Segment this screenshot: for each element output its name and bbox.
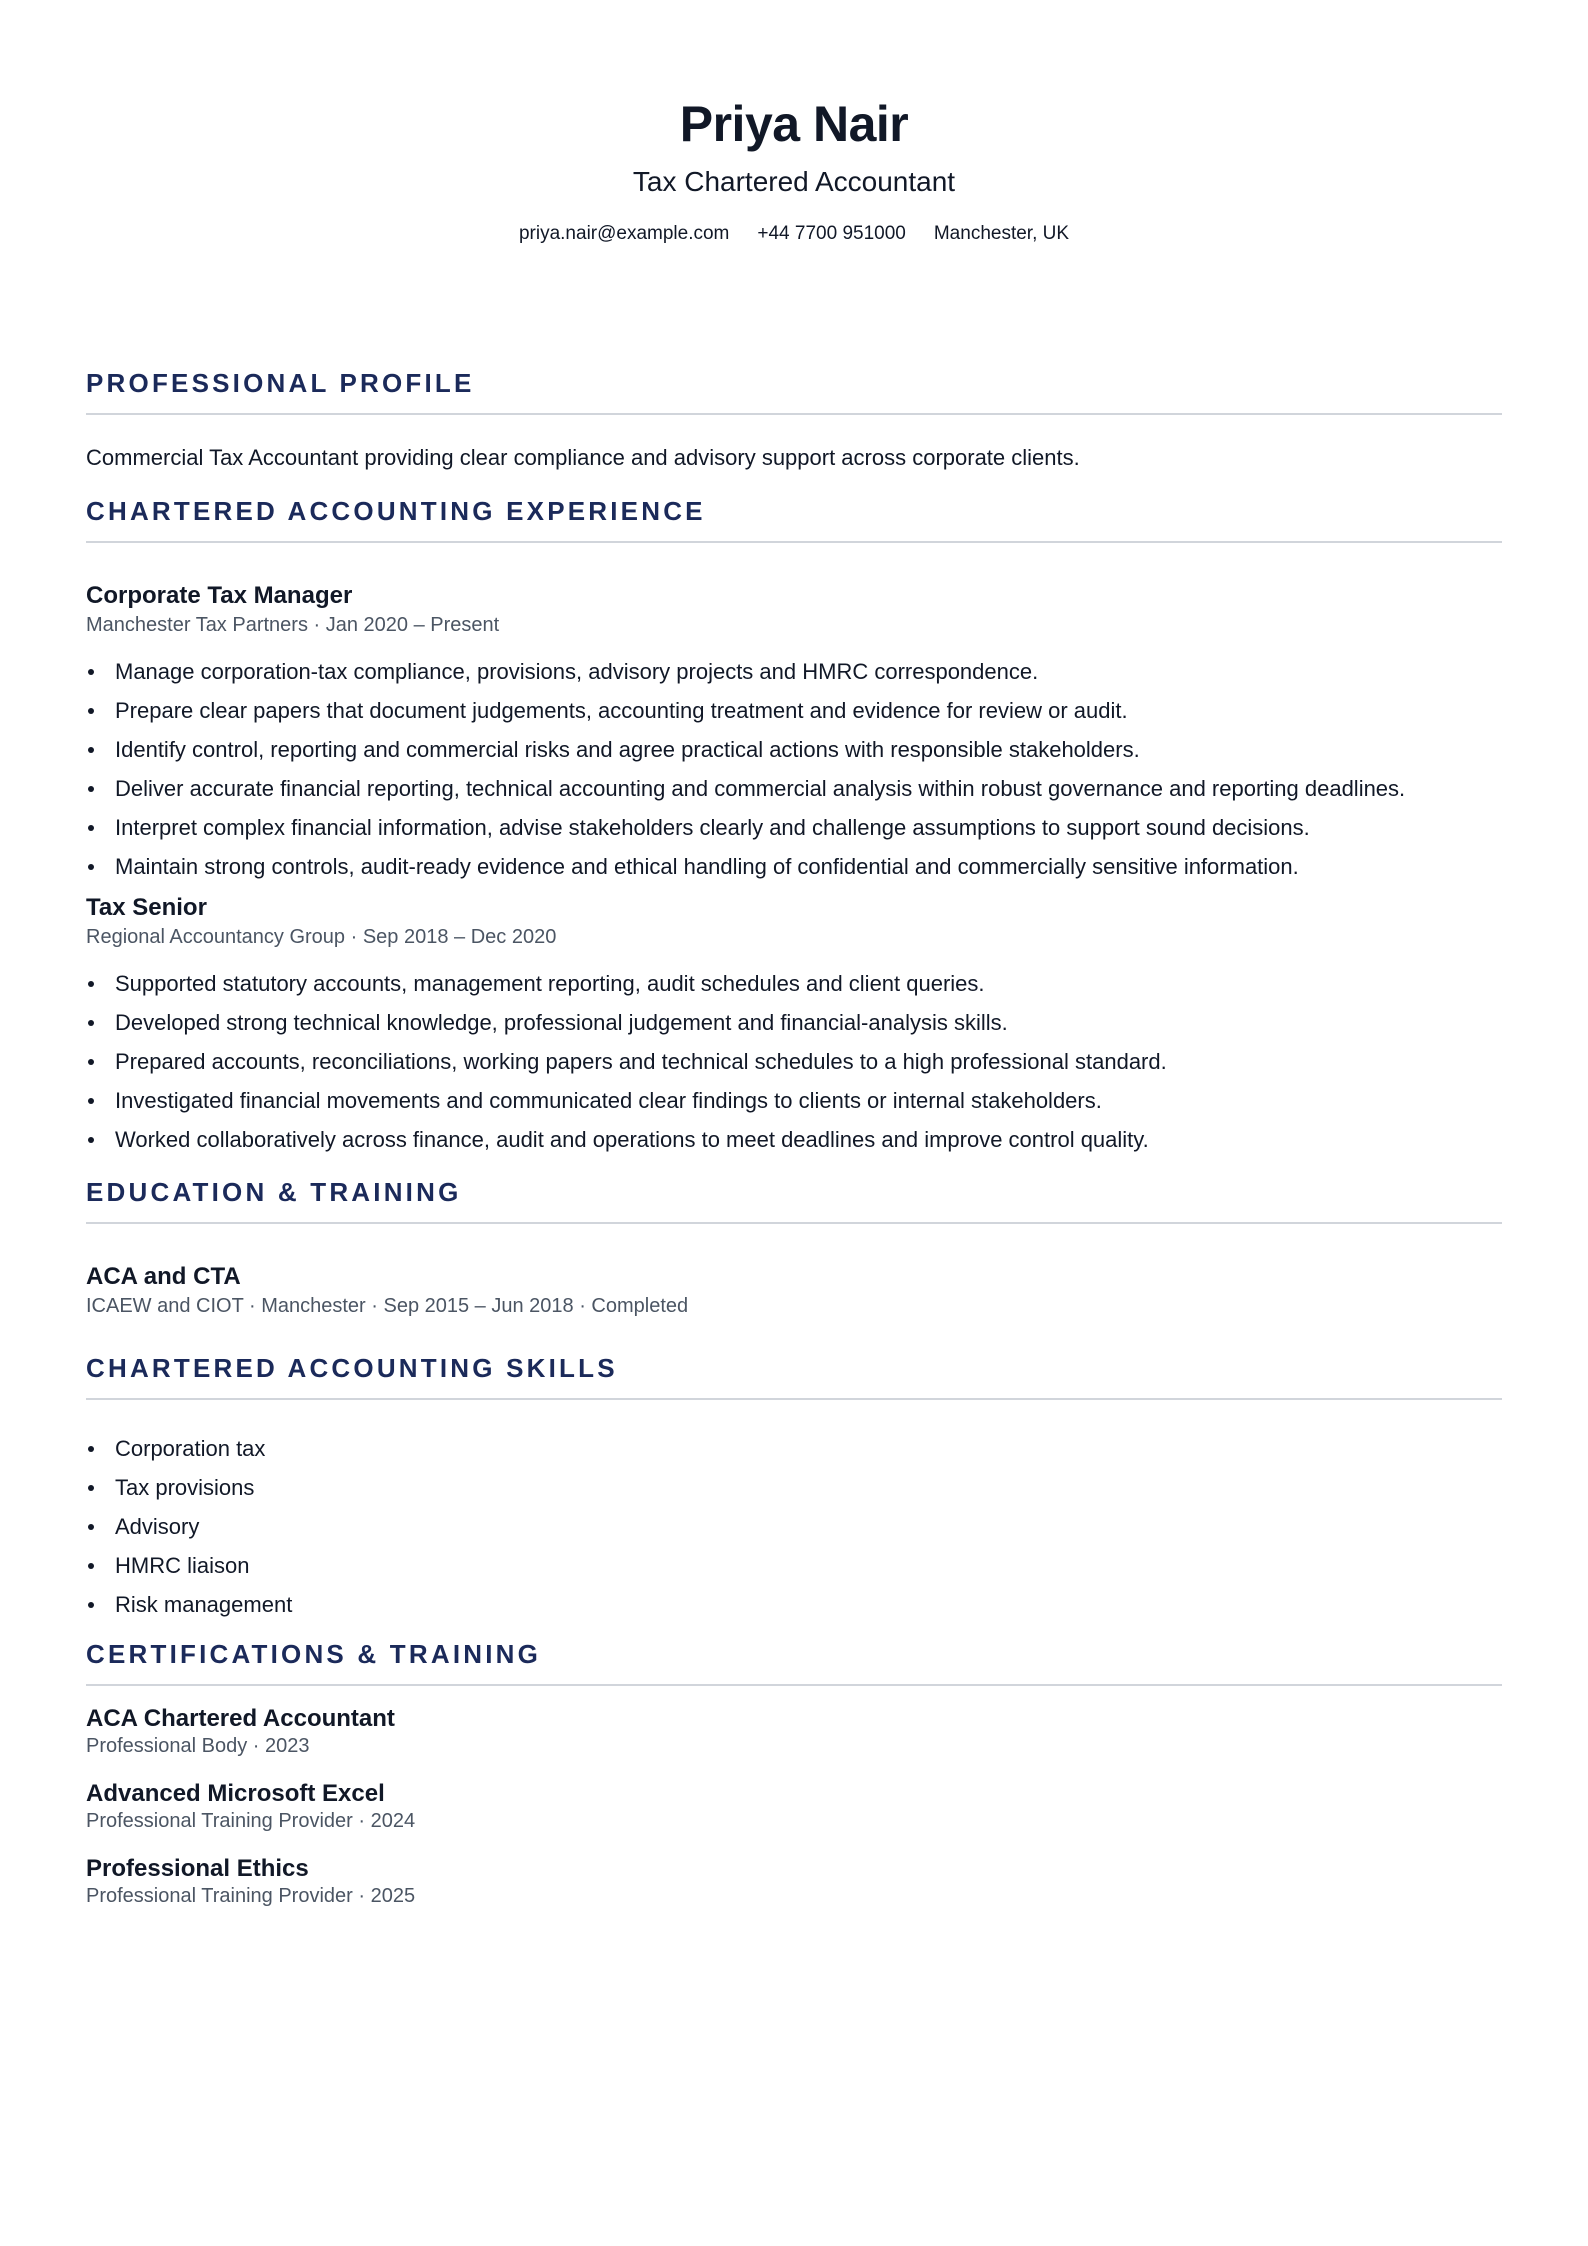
section-divider [86,413,1502,415]
skills-section [86,1352,1502,1619]
education-entry [86,1262,1502,1319]
candidate-name: Priya Nair [679,96,909,152]
profile-section [86,367,1502,473]
skill-item: HMRC liaison [115,1551,1502,1580]
section-heading-skills: CHARTERED ACCOUNTING SKILLS [86,1353,618,1383]
skill-item: Advisory [115,1512,1502,1541]
section-heading-certifications: CERTIFICATIONS & TRAINING [86,1639,542,1669]
job-bullet: Prepared accounts, reconciliations, working papers and technical schedules to a high professional standard. [115,1047,1502,1076]
section-divider [86,1222,1502,1224]
job-entry [86,581,1502,881]
certification-entry [86,1779,1502,1834]
certification-entry [86,1704,1502,1759]
section-divider [86,1398,1502,1400]
job-meta: Regional Accountancy Group · Sep 2018 – Dec 2020 [86,926,557,948]
certification-meta: Professional Body · 2023 [86,1735,310,1757]
experience-section [86,495,1502,1154]
job-bullet: Prepare clear papers that document judgements, accounting treatment and evidence for review or audit. [115,696,1502,725]
job-bullet: Developed strong technical knowledge, professional judgement and financial-analysis skills. [115,1008,1502,1037]
certification-meta: Professional Training Provider · 2025 [86,1885,416,1907]
section-divider [86,541,1502,543]
education-title: ACA and CTA [86,1263,241,1290]
education-section [86,1176,1502,1319]
job-bullets [86,969,1502,1154]
job-bullet: Worked collaboratively across finance, audit and operations to meet deadlines and improve control quality. [115,1125,1502,1154]
profile-summary: Commercial Tax Accountant providing clear compliance and advisory support across corporate clients. [86,445,1080,470]
certifications-section [86,1638,1502,1909]
contact-line [86,222,1502,246]
job-bullet: Interpret complex financial information, advise stakeholders clearly and challenge assumptions to support sound decisions. [115,813,1502,842]
skill-item: Risk management [115,1590,1502,1619]
job-title: Tax Senior [86,894,207,921]
job-bullet: Deliver accurate financial reporting, technical accounting and commercial analysis within robust governance and reporting deadlines. [115,774,1502,803]
job-entry [86,893,1502,1154]
job-bullet: Supported statutory accounts, management reporting, audit schedules and client queries. [115,969,1502,998]
resume-header [86,0,1502,246]
contact-location: Manchester, UK [933,223,1070,244]
certification-title: Professional Ethics [86,1855,309,1882]
certification-title: Advanced Microsoft Excel [86,1780,385,1807]
section-divider [86,1684,1502,1686]
section-heading-experience: CHARTERED ACCOUNTING EXPERIENCE [86,496,706,526]
job-title: Corporate Tax Manager [86,582,353,609]
job-bullet: Maintain strong controls, audit-ready evidence and ethical handling of confidential and commercially sensitive information. [115,852,1502,881]
job-bullet: Investigated financial movements and communicated clear findings to clients or internal stakeholders. [115,1086,1502,1115]
job-meta: Manchester Tax Partners · Jan 2020 – Present [86,614,500,636]
section-heading-profile: PROFESSIONAL PROFILE [86,368,475,398]
education-meta: ICAEW and CIOT · Manchester · Sep 2015 – Jun 2018 · Completed [86,1295,689,1317]
job-bullet: Identify control, reporting and commercial risks and agree practical actions with responsible stakeholders. [115,735,1502,764]
section-heading-education: EDUCATION & TRAINING [86,1177,462,1207]
contact-email: priya.nair@example.com [518,223,730,244]
contact-phone: +44 7700 951000 [757,223,906,244]
job-bullet: Manage corporation-tax compliance, provisions, advisory projects and HMRC correspondence. [115,657,1502,686]
skills-list [86,1434,1502,1619]
skill-item: Tax provisions [115,1473,1502,1502]
certification-entry [86,1854,1502,1909]
certification-title: ACA Chartered Accountant [86,1705,395,1732]
certification-meta: Professional Training Provider · 2024 [86,1810,416,1832]
skill-item: Corporation tax [115,1434,1502,1463]
candidate-title: Tax Chartered Accountant [632,166,956,197]
job-bullets [86,657,1502,881]
